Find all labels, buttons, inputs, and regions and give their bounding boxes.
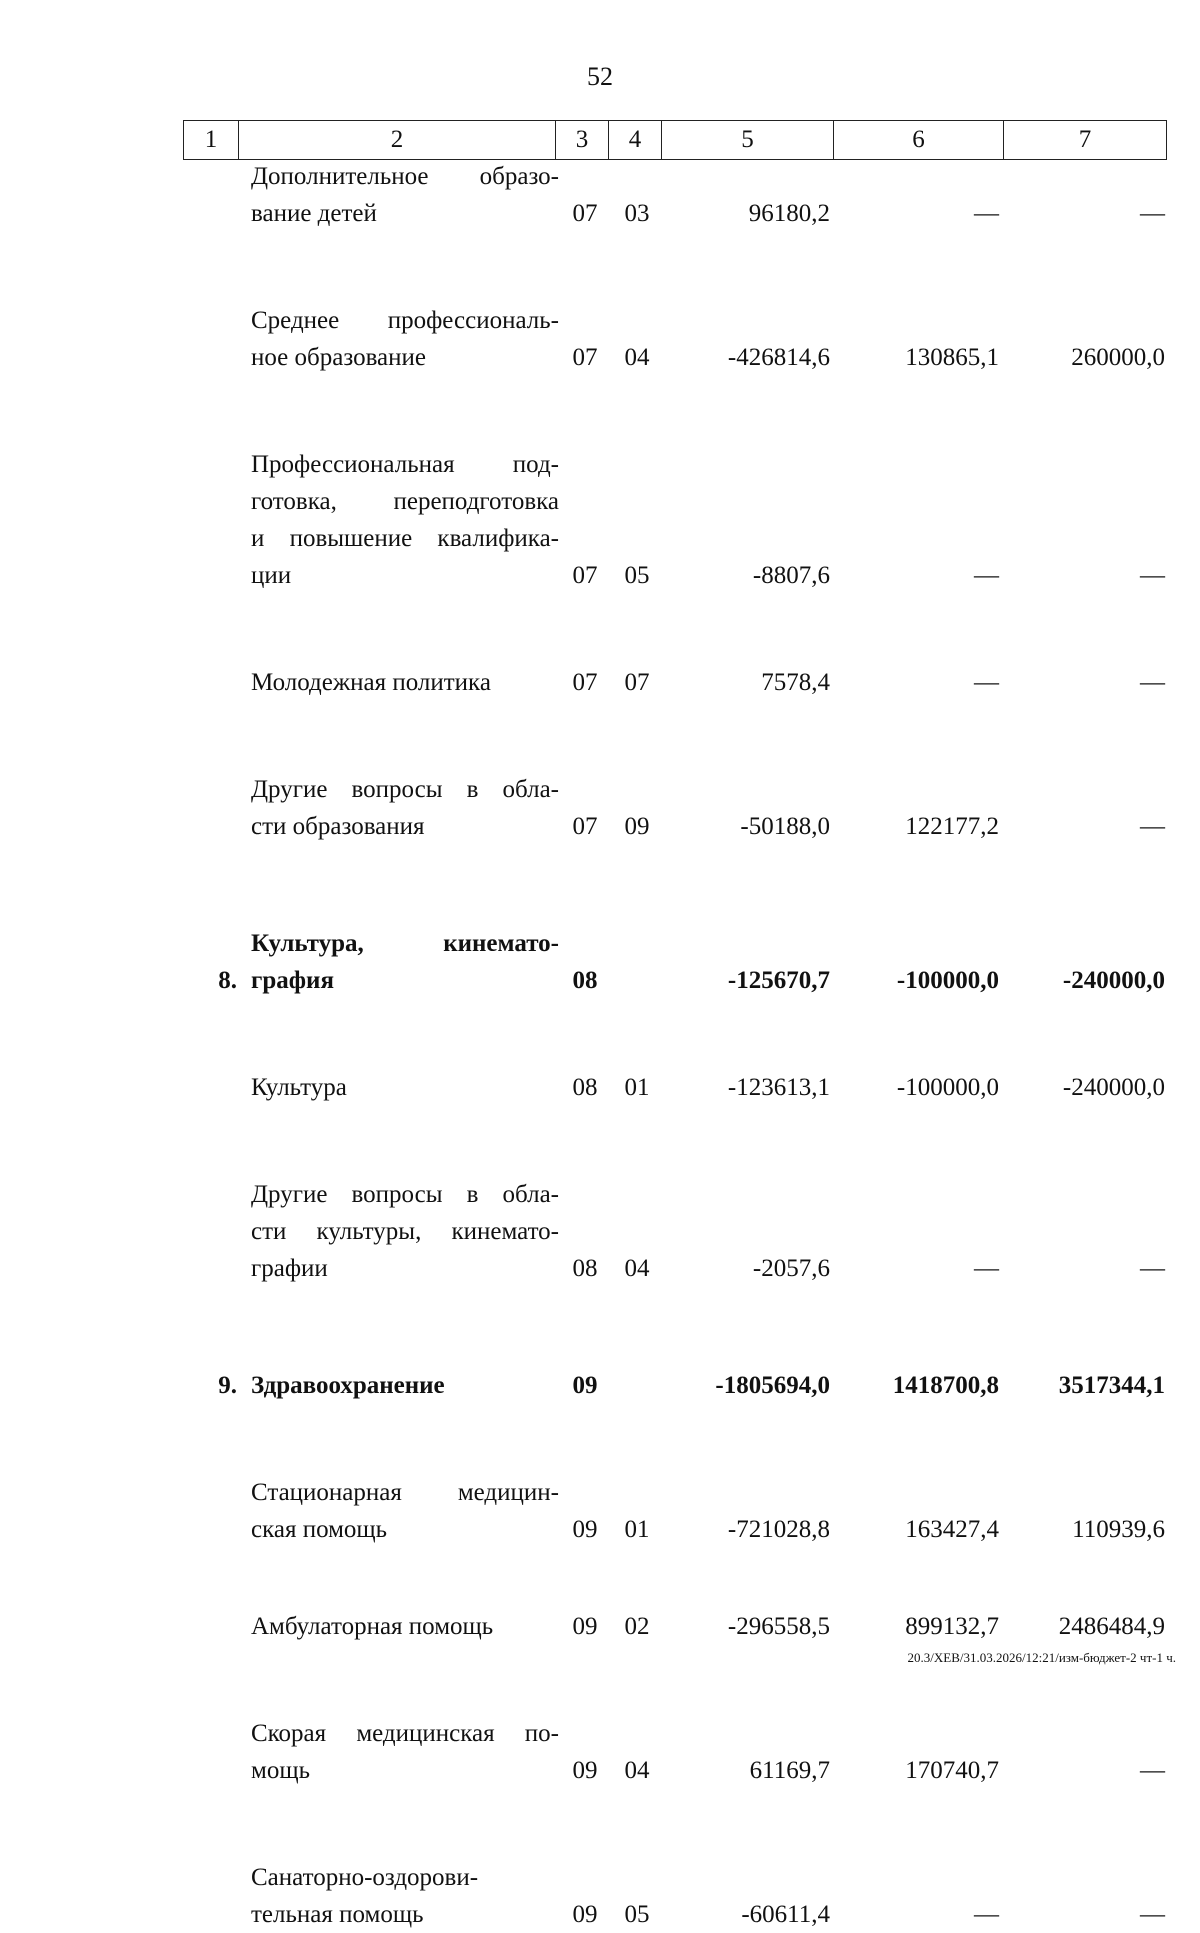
row-spacer — [183, 1548, 1165, 1608]
row-number — [183, 1608, 243, 1645]
row-number — [183, 1474, 243, 1548]
row-number — [183, 771, 243, 845]
row-spacer-cell — [183, 999, 1165, 1069]
document-footer-stamp: 20.3/ХЕВ/31.03.2026/12:21/изм-бюджет-2 чт-1 ч. — [907, 1650, 1176, 1665]
value-column-5: -296558,5 — [727, 1613, 830, 1640]
value-column-5: -426814,6 — [727, 344, 830, 371]
value-column-6: — — [974, 562, 999, 589]
value-column-7: — — [1140, 562, 1165, 589]
budget-table-body — [183, 158, 1165, 1933]
subsection-code: 05 — [624, 562, 650, 589]
row-name — [243, 158, 559, 232]
column-header-2: 2 — [239, 121, 556, 160]
subsection-code: 04 — [624, 344, 650, 371]
subsection-code: 01 — [624, 1516, 650, 1543]
column-header-3: 3 — [556, 121, 609, 160]
row-name-line: и повышение квалифика- — [251, 525, 559, 552]
value-column-5: -123613,1 — [727, 1074, 830, 1101]
subsection-code: 03 — [624, 200, 650, 227]
row-name-line: Стационарная медицин- — [251, 1479, 559, 1506]
value-column-7: — — [1140, 1901, 1165, 1928]
row-spacer — [183, 845, 1165, 925]
subsection-code: 04 — [624, 1757, 650, 1784]
table-row — [183, 1715, 1165, 1789]
row-name — [243, 1367, 559, 1404]
row-name-line: Санаторно-оздорови- — [251, 1864, 479, 1891]
row-spacer-cell — [183, 594, 1165, 664]
section-code: 07 — [572, 200, 598, 227]
budget-table — [183, 158, 1165, 1933]
row-name-line: готовка, переподготовка — [251, 488, 559, 515]
value-column-6: 1418700,8 — [892, 1372, 999, 1399]
value-column-5: -721028,8 — [727, 1516, 830, 1543]
table-row — [183, 771, 1165, 845]
row-name-line: мощь — [251, 1757, 310, 1784]
subsection-code: 01 — [624, 1074, 650, 1101]
subsection-code: 04 — [624, 1255, 650, 1282]
value-column-6: 899132,7 — [905, 1613, 999, 1640]
row-name — [243, 664, 559, 701]
row-number — [183, 1069, 243, 1106]
row-spacer-cell — [183, 376, 1165, 446]
table-row — [183, 664, 1165, 701]
value-column-6: 163427,4 — [905, 1516, 999, 1543]
row-number — [183, 664, 243, 701]
value-column-7: -240000,0 — [1062, 1074, 1165, 1101]
table-row — [183, 302, 1165, 376]
subsection-code: 02 — [624, 1613, 650, 1640]
row-name — [243, 1176, 559, 1287]
table-row — [183, 1176, 1165, 1287]
value-column-6: -100000,0 — [896, 1074, 999, 1101]
row-name-line: вание детей — [251, 200, 377, 227]
row-name-line: Молодежная политика — [251, 669, 491, 696]
row-name — [243, 771, 559, 845]
table-row — [183, 1367, 1165, 1404]
row-spacer-cell — [183, 845, 1165, 925]
row-spacer — [183, 376, 1165, 446]
table-row — [183, 1608, 1165, 1645]
row-name-line: сти образования — [251, 813, 425, 840]
row-spacer-cell — [183, 701, 1165, 771]
value-column-7: — — [1140, 1757, 1165, 1784]
table-row — [183, 158, 1165, 232]
value-column-7: 110939,6 — [1072, 1516, 1165, 1543]
table-row — [183, 925, 1165, 999]
row-spacer — [183, 232, 1165, 302]
section-code: 08 — [572, 1074, 598, 1101]
row-name-line: графия — [251, 967, 334, 994]
section-code: 09 — [572, 1757, 598, 1784]
section-code: 08 — [572, 1255, 598, 1282]
value-column-5: -60611,4 — [741, 1901, 830, 1928]
subsection-code — [611, 1367, 663, 1404]
row-spacer-cell — [183, 1404, 1165, 1474]
row-spacer — [183, 1789, 1165, 1859]
row-name-line: сти культуры, кинемато- — [251, 1218, 559, 1245]
row-name-line: ное образование — [251, 344, 426, 371]
section-code: 07 — [572, 813, 598, 840]
value-column-6: — — [974, 1901, 999, 1928]
column-header-4: 4 — [609, 121, 662, 160]
value-column-7: -240000,0 — [1062, 967, 1165, 994]
row-spacer — [183, 1404, 1165, 1474]
row-number — [183, 158, 243, 232]
row-name-line: тельная помощь — [251, 1901, 424, 1928]
value-column-7: — — [1140, 813, 1165, 840]
value-column-6: 170740,7 — [905, 1757, 999, 1784]
section-code: 09 — [572, 1613, 598, 1640]
column-header-6: 6 — [834, 121, 1004, 160]
row-name — [243, 446, 559, 594]
row-name-line: Культура — [251, 1074, 347, 1101]
value-column-6: — — [974, 1255, 999, 1282]
row-name-line: Культура, кинемато- — [251, 930, 559, 957]
value-column-5: -8807,6 — [752, 562, 830, 589]
row-spacer-cell — [183, 1789, 1165, 1859]
row-name-line: Здравоохранение — [251, 1372, 445, 1399]
row-name-line: ции — [251, 562, 292, 589]
row-number — [183, 302, 243, 376]
row-name-line: графии — [251, 1255, 328, 1282]
row-name — [243, 1069, 559, 1106]
value-column-6: — — [974, 669, 999, 696]
value-column-5: 61169,7 — [749, 1757, 830, 1784]
row-number: 8. — [218, 967, 237, 994]
column-header-7: 7 — [1004, 121, 1167, 160]
row-spacer — [183, 701, 1165, 771]
row-spacer — [183, 594, 1165, 664]
column-header-table — [183, 120, 1167, 160]
subsection-code — [611, 925, 663, 999]
row-name — [243, 302, 559, 376]
row-number: 9. — [218, 1372, 237, 1399]
subsection-code: 05 — [624, 1901, 650, 1928]
page-number: 52 — [587, 62, 613, 91]
value-column-6: — — [974, 200, 999, 227]
value-column-5: -1805694,0 — [715, 1372, 830, 1399]
row-name-line: Дополнительное образо- — [251, 163, 559, 190]
row-spacer — [183, 1287, 1165, 1367]
table-row — [183, 1859, 1165, 1933]
row-name — [243, 1608, 559, 1645]
section-code: 07 — [572, 562, 598, 589]
row-spacer-cell — [183, 1287, 1165, 1367]
row-name-line: Профессиональная под- — [251, 451, 559, 478]
row-name — [243, 1715, 559, 1789]
row-spacer-cell — [183, 1106, 1165, 1176]
value-column-7: — — [1140, 1255, 1165, 1282]
row-name — [243, 1859, 559, 1933]
row-number — [183, 1715, 243, 1789]
column-header-1: 1 — [184, 121, 239, 160]
row-name-line: Другие вопросы в обла- — [251, 776, 559, 803]
row-number — [183, 1859, 243, 1933]
subsection-code: 09 — [624, 813, 650, 840]
row-spacer — [183, 999, 1165, 1069]
row-name — [243, 925, 559, 999]
row-spacer — [183, 1106, 1165, 1176]
value-column-6: -100000,0 — [896, 967, 999, 994]
row-spacer-cell — [183, 232, 1165, 302]
section-code: 09 — [572, 1372, 598, 1399]
row-name-line: ская помощь — [251, 1516, 388, 1543]
row-number — [183, 1176, 243, 1287]
value-column-7: 3517344,1 — [1058, 1372, 1165, 1399]
row-number — [183, 446, 243, 594]
value-column-5: -2057,6 — [752, 1255, 830, 1282]
row-spacer-cell — [183, 1548, 1165, 1608]
row-name-line: Амбулаторная помощь — [251, 1613, 494, 1640]
value-column-7: 2486484,9 — [1058, 1613, 1165, 1640]
value-column-5: -125670,7 — [727, 967, 830, 994]
table-row — [183, 1474, 1165, 1548]
value-column-5: 7578,4 — [761, 669, 830, 696]
subsection-code: 07 — [624, 669, 650, 696]
value-column-5: 96180,2 — [748, 200, 830, 227]
row-name-line: Скорая медицинская по- — [251, 1720, 559, 1747]
row-name — [243, 1474, 559, 1548]
table-row — [183, 1069, 1165, 1106]
row-name-line: Другие вопросы в обла- — [251, 1181, 559, 1208]
value-column-7: — — [1140, 200, 1165, 227]
section-code: 09 — [572, 1516, 598, 1543]
value-column-7: 260000,0 — [1071, 344, 1165, 371]
value-column-5: -50188,0 — [740, 813, 830, 840]
column-header-row — [184, 121, 1167, 160]
value-column-6: 130865,1 — [905, 344, 999, 371]
section-code: 09 — [572, 1901, 598, 1928]
section-code: 08 — [572, 967, 598, 994]
column-header-5: 5 — [662, 121, 834, 160]
row-name-line: Среднее профессиональ- — [251, 307, 559, 334]
value-column-6: 122177,2 — [905, 813, 999, 840]
section-code: 07 — [572, 344, 598, 371]
table-row — [183, 446, 1165, 594]
value-column-7: — — [1140, 669, 1165, 696]
section-code: 07 — [572, 669, 598, 696]
